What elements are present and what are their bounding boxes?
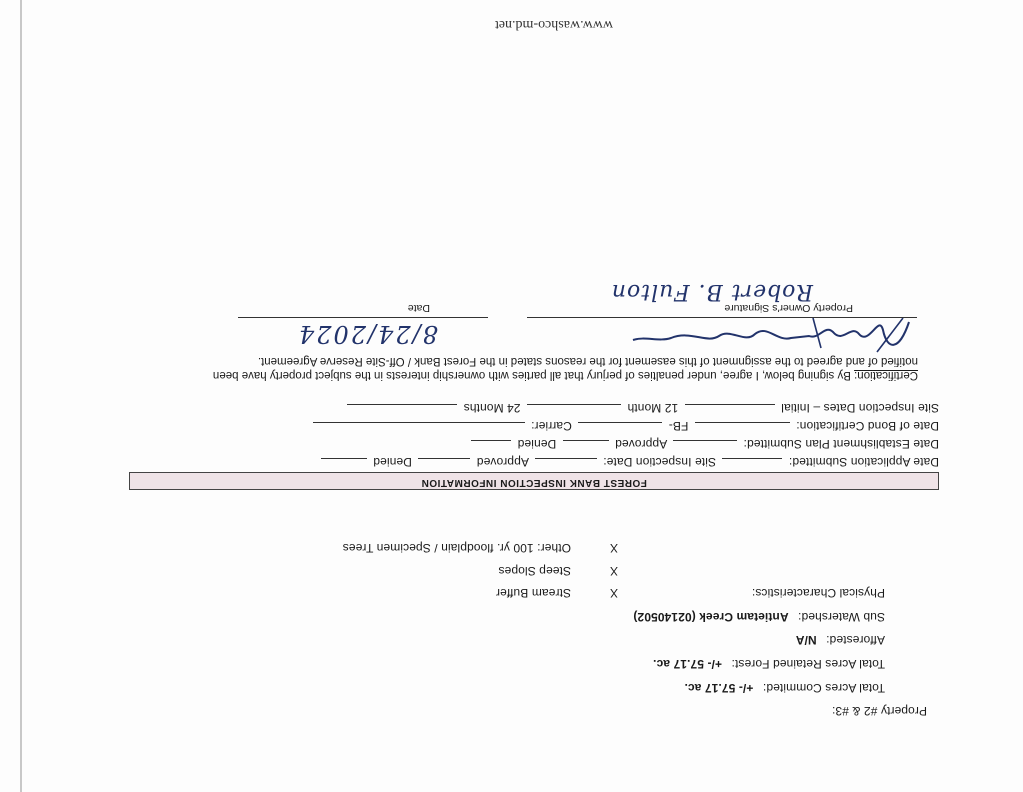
footer-website: www.washco-md.net xyxy=(494,17,613,32)
total-acres-retained xyxy=(653,657,885,671)
bond-certification-blank xyxy=(695,422,790,434)
site-inspection-dates-label: Site Inspection Dates – Initial xyxy=(781,401,939,415)
fb-blank xyxy=(578,422,662,434)
certification-lead: Certification: xyxy=(854,369,918,381)
steep-slopes-label: Steep Slopes xyxy=(498,564,571,578)
total-acres-committed xyxy=(684,681,885,695)
plan-submitted-label: Date Establishment Plan Submitted: xyxy=(743,437,939,451)
total-acres-retained-label: Total Acres Retained Forest: xyxy=(731,657,885,671)
bond-certification-row xyxy=(310,419,939,434)
denied-label-1: Denied xyxy=(373,455,412,469)
inspection-heading: FOREST BANK INSPECTION INFORMATION xyxy=(421,477,647,488)
owner-signature-caption: Property Owner's Signature xyxy=(724,302,853,314)
application-submitted-label: Date Application Submitted: xyxy=(788,455,939,469)
approved-blank-1 xyxy=(418,458,470,470)
denied-blank-2 xyxy=(471,440,511,452)
application-submitted-blank xyxy=(722,458,782,470)
initial-blank xyxy=(685,404,775,416)
month-24-label: 24 Months xyxy=(463,401,521,415)
stream-buffer-label: Stream Buffer xyxy=(495,586,571,600)
month-12-label: 12 Month xyxy=(627,401,679,415)
certification-paragraph xyxy=(188,354,918,382)
site-inspection-dates-row xyxy=(344,401,939,416)
month-12-blank xyxy=(527,404,621,416)
application-submitted-row xyxy=(318,455,939,470)
scan-margin-line xyxy=(20,0,22,792)
site-inspection-date-label: Site Inspection Date: xyxy=(603,455,716,469)
handwritten-date: 8/24/2024 xyxy=(296,320,438,348)
total-acres-retained-value: +/- 57.17 ac. xyxy=(652,657,723,671)
sub-watershed-value: Antietam Creek (02140502) xyxy=(633,610,789,624)
other-label: Other: 100 yr. floodplain / Specimen Trees xyxy=(342,541,571,555)
stream-buffer-mark: X xyxy=(609,586,618,600)
total-acres-committed-label: Total Acres Commited: xyxy=(762,681,885,695)
property-label: Property #2 & #3: xyxy=(831,704,927,718)
date-caption: Date xyxy=(407,302,430,314)
bond-certification-label: Date of Bond Certification: xyxy=(796,419,939,433)
approved-label-2: Approved xyxy=(615,437,668,451)
sub-watershed-label: Sub Watershed: xyxy=(798,610,885,624)
plan-submitted-blank xyxy=(673,440,737,452)
certification-text: By signing below, I agree, under penalties of perjury that all parties with ownership interests in the subject property have been notified of and agreed to the assignment of this easement for the reasons stated in the Forest Bank / Off-Site Reserve Agreement. xyxy=(212,355,918,381)
afforested-value: N/A xyxy=(795,633,817,647)
physical-characteristics-label: Physical Characteristics: xyxy=(751,586,885,600)
approved-blank-2 xyxy=(563,440,609,452)
plan-submitted-row xyxy=(468,437,939,452)
afforested-label: Afforested: xyxy=(826,633,885,647)
owner-signature-line xyxy=(527,317,917,318)
total-acres-committed-value: +/- 57.17 ac. xyxy=(684,681,754,695)
month-24-blank xyxy=(347,404,457,416)
denied-label-2: Denied xyxy=(517,437,557,451)
printed-owner-name: Robert B. Fulton xyxy=(610,279,813,304)
steep-slopes-mark: X xyxy=(609,564,618,578)
other-mark: X xyxy=(609,541,618,555)
sub-watershed xyxy=(633,610,885,624)
fb-label: FB- xyxy=(668,419,689,433)
inspection-banner xyxy=(129,472,939,490)
afforested xyxy=(796,633,885,647)
carrier-blank xyxy=(313,422,525,434)
date-signature-line xyxy=(238,317,488,318)
denied-blank-1 xyxy=(321,458,367,470)
carrier-label: Carrier: xyxy=(531,419,572,433)
site-inspection-date-blank xyxy=(535,458,597,470)
approved-label-1: Approved xyxy=(476,455,529,469)
